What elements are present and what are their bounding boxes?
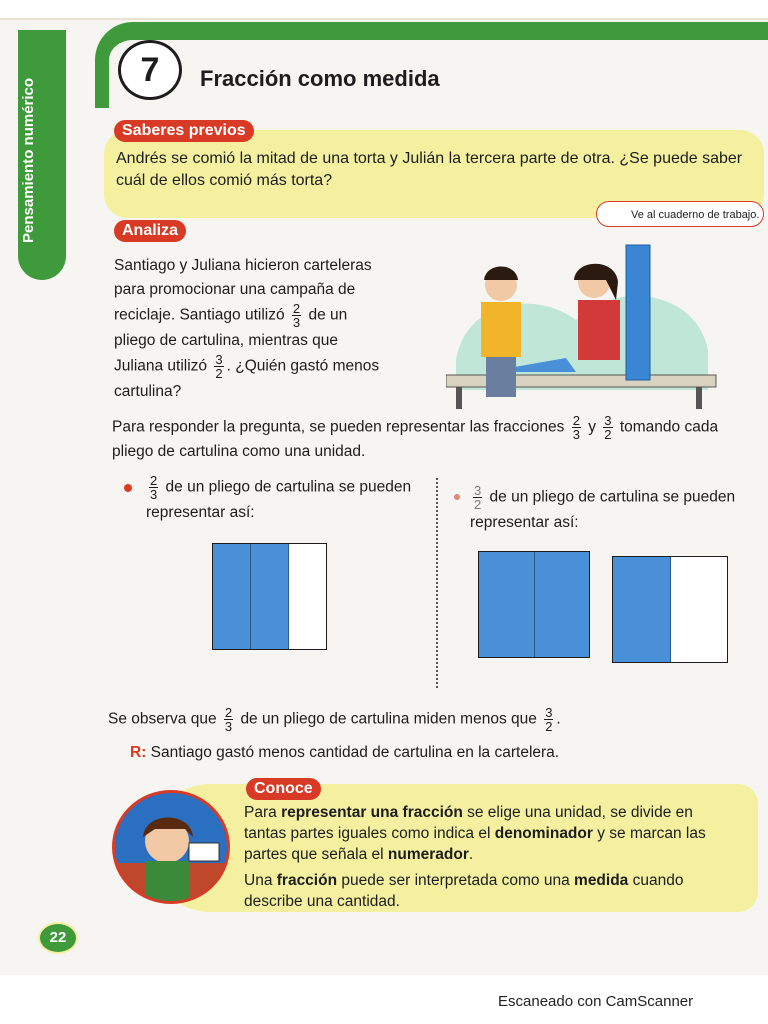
saberes-text: Andrés se comió la mitad de una torta y Julián la tercera parte de otra. ¿Se puede saber cuál de ellos comió más torta?: [116, 150, 743, 189]
analiza-paragraph-2: [112, 414, 762, 463]
shaded-part: [213, 544, 251, 649]
fraction-2-3: $\frac{2}{3}$: [224, 705, 233, 734]
fraction-2-3: $\frac{2}{3}$: [572, 413, 580, 442]
scanner-footer: Escaneado con CamScanner: [498, 993, 694, 1010]
analiza-text-2a: Para responder la pregunta, se pueden representar las fracciones: [112, 418, 565, 436]
analiza-text-a: Santiago y Juliana hicieron carteleras para promocionar una campaña de reciclaje. Santiago utilizó: [114, 257, 372, 324]
left-rep-label: de un pliego de cartulina se pueden representar así:: [146, 478, 412, 521]
fraction-3-2: $\frac{3}{2}$: [474, 483, 482, 512]
unit-whole-diagram: [478, 551, 590, 658]
kids-illustration: [446, 240, 718, 410]
unshaded-part: [671, 557, 728, 662]
answer-label: R:: [130, 744, 147, 761]
bullet: [124, 484, 132, 492]
observation-text-a: Se observa que: [108, 710, 217, 728]
observation-text-b: de un pliego de cartulina miden menos que: [240, 710, 537, 728]
page-number: 22: [38, 922, 78, 954]
analiza-text-2b: tomando cada pliego de cartulina como una unidad.: [112, 418, 719, 460]
answer: [130, 742, 750, 764]
shaded-part: [251, 544, 289, 649]
fraction-3-2: $\frac{3}{2}$: [215, 352, 223, 381]
half-unit-diagram: [612, 556, 728, 663]
keyword: representar una fracción: [281, 804, 463, 821]
saberes-label: Saberes previos: [114, 120, 254, 142]
unshaded-part: [289, 544, 326, 649]
fraction-2-3: $\frac{2}{3}$: [292, 301, 301, 330]
fraction-3-2: $\frac{3}{2}$: [604, 413, 612, 442]
column-divider: [436, 478, 438, 688]
fraction-3-2: $\frac{3}{2}$: [545, 705, 553, 734]
analiza-question: ¿Quién gastó menos cartulina?: [114, 357, 380, 400]
keyword: medida: [574, 872, 629, 889]
two-thirds-diagram: [212, 543, 327, 650]
page-title: Fracción como medida: [200, 66, 440, 91]
right-rep-label: de un pliego de cartulina se pueden representar así:: [470, 488, 736, 531]
fraction-2-3: $\frac{2}{3}$: [150, 473, 158, 502]
analiza-text-y: y: [588, 418, 596, 436]
analiza-label: Analiza: [114, 220, 186, 242]
lesson-number: 7: [118, 40, 182, 100]
header-band: [95, 22, 768, 108]
keyword: numerador: [387, 846, 469, 863]
keyword: fracción: [276, 872, 338, 889]
keyword: denominador: [494, 825, 593, 842]
bullet: [454, 494, 460, 500]
workbook-link[interactable]: Ve al cuaderno de trabajo.: [596, 201, 764, 227]
shaded-part: [479, 552, 535, 657]
shaded-part: [535, 552, 590, 657]
right-rep-text: [470, 484, 760, 535]
left-rep-text: [146, 474, 438, 525]
answer-text: Santiago gastó menos cantidad de cartulina en la cartelera.: [150, 744, 560, 761]
side-label: Pensamiento numérico: [20, 77, 37, 243]
analiza-paragraph: Santiago y Juliana hicieron carteleras para promocionar una campaña de reciclaje. Santiago utilizó $\frac{2}{3}$ de un pliego de cartulina, mientras que Juliana utilizó $\frac{3}{2}$ . ¿Quién gastó menos cartulina?: [114, 257, 380, 400]
observation: Se observa que $\frac{2}{3}$ de un pliego de cartulina miden menos que $\frac{3}{2}$ .: [108, 705, 561, 734]
conoce-text-2: Una fracción puede ser interpretada como una medida cuando describe una cantidad.: [244, 872, 684, 910]
conoce-label: Conoce: [246, 778, 321, 800]
analiza-text-b: de un pliego de cartulina, mientras que Juliana utilizó: [114, 306, 348, 375]
conoce-text-1: Para representar una fracción se elige una unidad, se divide en tantas partes iguales como indica el denominador y se marcan las partes que señala el numerador.: [244, 804, 706, 863]
student-avatar: [112, 790, 230, 904]
shaded-part: [613, 557, 671, 662]
